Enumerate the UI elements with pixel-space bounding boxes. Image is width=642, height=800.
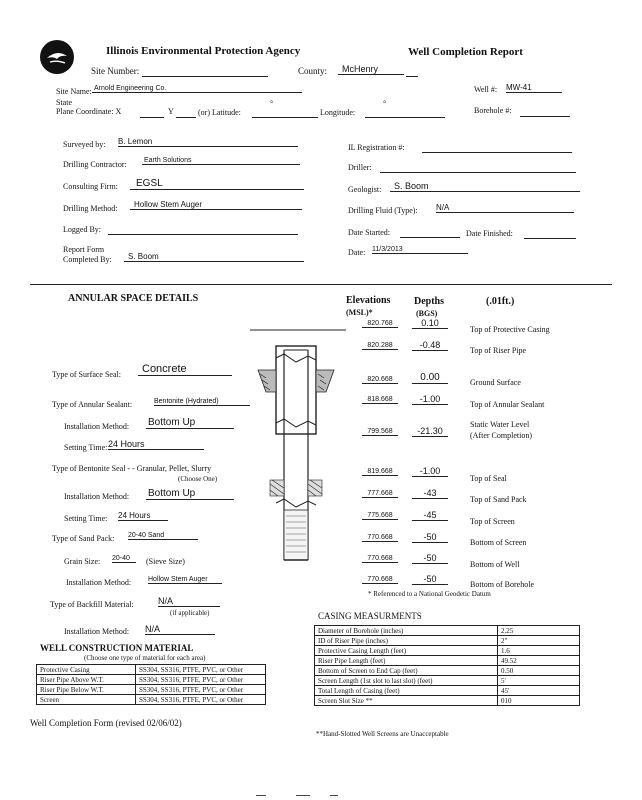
date-finished-field[interactable] — [524, 238, 576, 239]
level-description: Ground Surface — [470, 378, 521, 387]
drilling-method-label: Drilling Method: — [63, 204, 118, 213]
level-description: Top of Screen — [470, 517, 515, 526]
level-description: Bottom of Borehole — [470, 580, 534, 589]
setting-time-field[interactable]: 24 Hours — [118, 511, 168, 521]
table-row — [315, 686, 580, 696]
elevation-value[interactable]: 770.668 — [362, 576, 398, 584]
elevation-value[interactable]: 818.668 — [362, 396, 398, 404]
grain-size-label: Grain Size: — [64, 557, 101, 566]
geologist-field[interactable]: S. Boom — [390, 181, 580, 192]
casing-measure-label: Protective Casing Length (feet) — [315, 646, 498, 656]
casing-measure-label: Diameter of Borehole (inches) — [315, 626, 498, 636]
casing-measure-value[interactable]: 49.52 — [498, 656, 580, 666]
table-row — [315, 646, 580, 656]
state-label: State — [56, 98, 72, 107]
completed-by-label: Completed By: — [63, 255, 112, 264]
driller-label: Driller: — [348, 163, 372, 172]
longitude-field[interactable] — [365, 117, 445, 118]
table-row — [315, 626, 580, 636]
elevation-value[interactable]: 820.768 — [362, 320, 398, 328]
depth-value[interactable]: -43 — [412, 488, 448, 499]
casing-measure-label: Riser Pipe Length (feet) — [315, 656, 498, 666]
depth-value[interactable]: -1.00 — [412, 466, 448, 477]
casing-measure-label: ID of Riser Pipe (inches) — [315, 636, 498, 646]
installation-method-label: Installation Method: — [64, 422, 130, 431]
drilling-fluid-field[interactable]: N/A — [436, 203, 574, 213]
well-number-field[interactable]: MW-41 — [506, 83, 562, 93]
elevations-header: Elevations — [346, 295, 391, 306]
installation-method-label: Installation Method: — [64, 492, 130, 501]
casing-title: CASING MEASURMENTS — [318, 611, 422, 621]
plane-y-field[interactable] — [176, 117, 196, 118]
if-applicable-note: (if applicable) — [170, 609, 210, 617]
logged-by-label: Logged By: — [63, 225, 101, 234]
scan-mark — [330, 795, 338, 796]
longitude-label: Longitude: — [320, 108, 356, 117]
construction-material-options[interactable]: SS304, SS316, PTFE, PVC, or Other — [136, 665, 266, 675]
depth-value[interactable]: 0.00 — [412, 372, 448, 384]
datum-footnote: * Referenced to a National Geodetic Datum — [368, 590, 491, 598]
precision-header: (.01ft.) — [486, 296, 515, 307]
date-started-field[interactable] — [400, 237, 460, 238]
elevation-value[interactable]: 770.668 — [362, 534, 398, 542]
surveyed-by-label: Surveyed by: — [63, 140, 106, 149]
casing-measure-label: Screen Slot Size ** — [315, 696, 498, 706]
table-row — [315, 696, 580, 706]
setting-time-label: Setting Time: — [64, 443, 108, 452]
casing-measure-value[interactable]: 2.25 — [498, 626, 580, 636]
level-description: Static Water Level — [470, 420, 530, 429]
construction-table — [36, 664, 266, 705]
construction-area-label: Riser Pipe Above W.T. — [37, 675, 136, 685]
level-description: Top of Annular Sealant — [470, 400, 545, 409]
geologist-label: Geologist: — [348, 185, 382, 194]
depth-value[interactable]: -50 — [412, 532, 448, 543]
depths-header: Depths — [414, 296, 445, 307]
construction-material-options[interactable]: SS304, SS316, PTFE, PVC, or Other — [136, 685, 266, 695]
site-number-field[interactable] — [142, 76, 268, 77]
latitude-field[interactable] — [252, 117, 318, 118]
county-field[interactable]: McHenry — [338, 64, 404, 75]
casing-measure-value[interactable]: 1.6 — [498, 646, 580, 656]
casing-measure-label: Screen Length (1st slot to last slot) (feet) — [315, 676, 498, 686]
installation-method-field[interactable]: Bottom Up — [146, 417, 234, 429]
depth-value[interactable]: 0.10 — [412, 318, 448, 329]
table-row — [37, 685, 266, 695]
seal-icon — [40, 40, 74, 74]
grain-size-field[interactable]: 20-40 — [112, 555, 136, 563]
elevation-value[interactable]: 770.668 — [362, 555, 398, 563]
date-label: Date: — [348, 248, 366, 257]
annular-sealant-field[interactable]: Bentonite (Hydrated) — [154, 398, 250, 406]
drilling-contractor-label: Drilling Contractor: — [63, 160, 127, 169]
elevation-value[interactable]: 819.668 — [362, 468, 398, 476]
table-row — [315, 656, 580, 666]
surveyed-by-field[interactable]: B. Lemon — [118, 137, 298, 147]
consulting-firm-label: Consulting Firm: — [63, 182, 118, 191]
level-description: Top of Sand Pack — [470, 495, 527, 504]
plane-y-label: Y — [168, 107, 174, 116]
elevation-value[interactable]: 820.668 — [362, 376, 398, 384]
section-divider — [30, 284, 612, 285]
consulting-firm-field[interactable]: EGSL — [130, 178, 304, 190]
casing-footnote: **Hand-Slotted Well Screens are Unacceptable — [316, 730, 449, 738]
plane-coordinate-x-label: Plane Coordinate: X — [56, 107, 122, 116]
construction-area-label: Screen — [37, 695, 136, 705]
casing-table — [314, 625, 580, 706]
installation-method-field[interactable]: N/A — [145, 624, 215, 635]
drilling-contractor-field[interactable]: Earth Solutions — [142, 157, 300, 165]
site-name-field[interactable]: Arnold Engineering Co. — [92, 85, 302, 93]
table-row — [315, 636, 580, 646]
elevation-value[interactable]: 799.568 — [362, 428, 398, 436]
borehole-field[interactable] — [520, 116, 570, 117]
casing-measure-value[interactable]: 5' — [498, 676, 580, 686]
annular-sealant-label: Type of Annular Sealant: — [52, 400, 133, 409]
date-started-label: Date Started: — [348, 228, 390, 237]
table-row — [37, 665, 266, 675]
level-description: Top of Seal — [470, 474, 507, 483]
date-finished-label: Date Finished: — [466, 229, 513, 238]
elevation-value[interactable]: 820.288 — [362, 342, 398, 350]
installation-method-label: Installation Method: — [66, 578, 132, 587]
construction-area-label: Riser Pipe Below W.T. — [37, 685, 136, 695]
plane-x-field[interactable] — [140, 117, 164, 118]
report-form-label: Report Form — [63, 245, 105, 254]
degree-mark-lat: ° — [270, 99, 274, 108]
construction-subtitle: (Choose one type of material for each area) — [84, 654, 206, 662]
setting-time-label: Setting Time: — [64, 514, 108, 523]
elevation-value[interactable]: 777.668 — [362, 490, 398, 498]
drilling-fluid-label: Drilling Fluid (Type): — [348, 206, 418, 215]
date-field[interactable]: 11/3/2013 — [372, 246, 468, 254]
construction-area-label: Protective Casing — [37, 665, 136, 675]
casing-measure-value[interactable]: 2" — [498, 636, 580, 646]
construction-title: WELL CONSTRUCTION MATERIAL — [40, 643, 194, 653]
construction-material-options[interactable]: SS304, SS316, PTFE, PVC, or Other — [136, 675, 266, 685]
backfill-label: Type of Backfill Material: — [50, 600, 134, 609]
agency-seal-logo — [40, 40, 74, 74]
depths-subheader: (BGS) — [416, 309, 438, 318]
surface-seal-label: Type of Surface Seal: — [52, 370, 121, 379]
scan-mark — [296, 795, 310, 796]
depth-value[interactable]: -0.48 — [412, 340, 448, 351]
il-registration-label: IL Registration #: — [348, 143, 405, 152]
well-number-label: Well #: — [474, 85, 498, 94]
installation-method-field[interactable]: Bottom Up — [146, 488, 234, 500]
level-description-note: (After Completion) — [470, 431, 532, 440]
casing-measure-value[interactable]: 0.50 — [498, 666, 580, 676]
depth-value[interactable]: -45 — [412, 510, 448, 521]
latitude-label: (or) Latitude: — [198, 108, 241, 117]
completed-by-field[interactable]: S. Boom — [124, 252, 304, 262]
table-row — [315, 666, 580, 676]
bentonite-seal-label: Type of Bentonite Seal - - Granular, Pellet, Slurry — [52, 464, 212, 473]
installation-method-label: Installation Method: — [64, 627, 130, 636]
casing-measure-label: Bottom of Screen to End Cap (feet) — [315, 666, 498, 676]
depth-value[interactable]: -21.30 — [412, 426, 448, 437]
county-field-tail — [406, 76, 418, 77]
installation-method-field[interactable]: Hollow Stem Auger — [148, 576, 222, 584]
level-description: Top of Protective Casing — [470, 325, 550, 334]
drilling-method-field[interactable]: Hollow Stem Auger — [130, 200, 302, 210]
elevation-value[interactable]: 775.668 — [362, 512, 398, 520]
site-name-label: Site Name: — [56, 87, 92, 96]
driller-field[interactable] — [380, 172, 576, 173]
construction-material-options[interactable]: SS304, SS316, PTFE, PVC, or Other — [136, 695, 266, 705]
elevations-subheader: (MSL)* — [346, 308, 373, 317]
county-label: County: — [298, 66, 328, 76]
level-description: Bottom of Well — [470, 560, 520, 569]
report-title: Well Completion Report — [408, 46, 523, 58]
well-diagram — [250, 318, 346, 592]
backfill-field[interactable]: N/A — [158, 596, 220, 607]
casing-measure-value[interactable]: 45' — [498, 686, 580, 696]
il-registration-field[interactable] — [422, 152, 572, 153]
depth-value[interactable]: -50 — [412, 553, 448, 564]
casing-measure-value[interactable]: 010 — [498, 696, 580, 706]
depth-value[interactable]: -1.00 — [412, 394, 448, 405]
level-description: Top of Riser Pipe — [470, 346, 527, 355]
table-row — [315, 676, 580, 686]
sand-pack-label: Type of Sand Pack: — [52, 534, 115, 543]
form-revision: Well Completion Form (revised 02/06/02) — [30, 718, 182, 728]
choose-one-note: (Choose One) — [178, 475, 218, 483]
scan-mark — [256, 795, 266, 796]
agency-name: Illinois Environmental Protection Agency — [106, 45, 301, 57]
annular-title: ANNULAR SPACE DETAILS — [68, 293, 199, 304]
logged-by-field[interactable] — [108, 234, 298, 235]
depth-value[interactable]: -50 — [412, 574, 448, 585]
sand-pack-field[interactable]: 20-40 Sand — [128, 532, 198, 540]
surface-seal-field[interactable]: Concrete — [138, 363, 232, 376]
level-description: Bottom of Screen — [470, 538, 527, 547]
table-row — [37, 695, 266, 705]
site-number-label: Site Number: — [91, 66, 140, 76]
table-row — [37, 675, 266, 685]
degree-mark-long: ° — [383, 99, 387, 108]
setting-time-field[interactable]: 24 Hours — [108, 439, 204, 450]
borehole-label: Borehole #: — [474, 106, 512, 115]
casing-measure-label: Total Length of Casing (feet) — [315, 686, 498, 696]
sieve-size-note: (Sieve Size) — [146, 557, 185, 566]
